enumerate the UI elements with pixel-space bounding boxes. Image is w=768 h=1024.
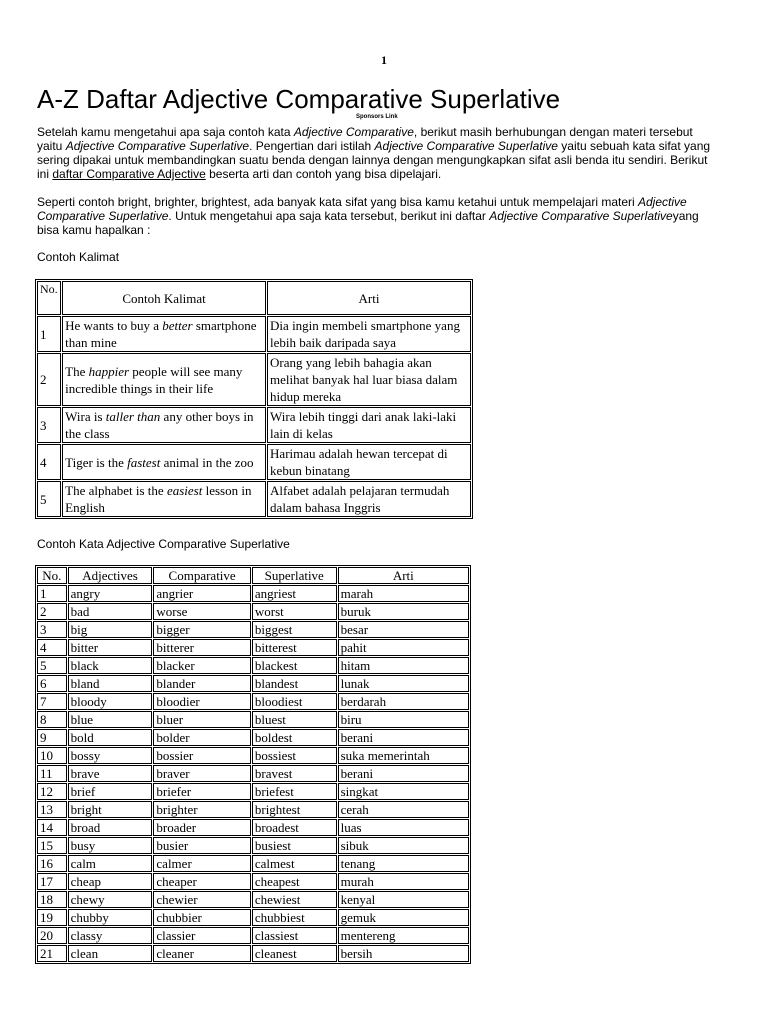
sentences-caption: Contoh Kalimat (37, 250, 120, 264)
cell-adjective: blue (68, 711, 153, 728)
header-no: No. (37, 567, 67, 584)
cell-no: 14 (37, 819, 67, 836)
second-text: . Untuk mengetahui apa saja kata tersebut, berikut ini daftar (168, 209, 490, 223)
sentence-text: people will see many incredible things in their life (65, 363, 243, 396)
cell-no: 5 (37, 657, 67, 674)
table-row (37, 891, 469, 908)
sentence-text: animal in the zoo (160, 454, 254, 470)
table-row (37, 927, 469, 944)
cell-adjective: bold (68, 729, 153, 746)
sentence-meaning: Alfabet adalah pelajaran termudah dalam bahasa Inggris (267, 481, 471, 517)
sentence-keyword: happier (88, 363, 130, 379)
cell-arti: sibuk (338, 837, 469, 854)
cell-comparative: bigger (153, 621, 250, 638)
cell-arti: kenyal (338, 891, 469, 908)
cell-adjective: chubby (68, 909, 153, 926)
cell-no: 17 (37, 873, 67, 890)
table-row (37, 675, 469, 692)
cell-arti: buruk (338, 603, 469, 620)
intro-term: Adjective Comparative Superlative (65, 139, 250, 153)
table-row (37, 873, 469, 890)
cell-comparative: braver (153, 765, 250, 782)
cell-comparative: broader (153, 819, 250, 836)
table-row (37, 819, 469, 836)
intro-text: yaitu sebuah kata sifat yang sering dipakai untuk membandingkan suatu benda dengan lainnya dengan mengungkapkan sifat asli benda itu sendiri. Berikut ini (37, 139, 711, 181)
intro-text: beserta arti dan contoh yang bisa dipelajari. (205, 167, 442, 181)
cell-no: 20 (37, 927, 67, 944)
cell-superlative: briefest (252, 783, 337, 800)
cell-arti: besar (338, 621, 469, 638)
cell-adjective: cheap (68, 873, 153, 890)
second-term: Adjective Comparative Superlative (489, 209, 673, 223)
cell-arti: hitam (338, 657, 469, 674)
header-superlative: Superlative (252, 567, 337, 584)
intro-term: Adjective Comparative (293, 125, 414, 139)
sentence-text: The alphabet is the (65, 483, 167, 498)
table-row (37, 693, 469, 710)
second-text: yang bisa kamu hapalkan : (37, 209, 699, 237)
cell-arti: luas (338, 819, 469, 836)
sponsors-link-label[interactable]: Sponsors Link (356, 114, 398, 120)
row-number: 3 (37, 407, 61, 443)
cell-no: 10 (37, 747, 67, 764)
table-row (37, 444, 471, 480)
cell-comparative: cleaner (153, 945, 250, 962)
cell-no: 15 (37, 837, 67, 854)
page-title: A-Z Daftar Adjective Comparative Superlative (37, 84, 561, 114)
header-arti: Arti (338, 567, 469, 584)
cell-adjective: clean (68, 945, 153, 962)
cell-adjective: busy (68, 837, 153, 854)
words-caption: Contoh Kata Adjective Comparative Superlative (37, 537, 290, 551)
cell-adjective: angry (68, 585, 153, 602)
cell-superlative: classiest (252, 927, 337, 944)
page-number: 1 (381, 53, 387, 67)
cell-adjective: bloody (68, 693, 153, 710)
cell-no: 9 (37, 729, 67, 746)
example-sentence (62, 481, 266, 517)
cell-no: 4 (37, 639, 67, 656)
cell-arti: pahit (338, 639, 469, 656)
sentence-keyword: easiest (166, 483, 203, 498)
table-header-row (37, 281, 471, 315)
table-row (37, 909, 469, 926)
cell-superlative: bossiest (252, 747, 337, 764)
table-row (37, 407, 471, 443)
cell-arti: cerah (338, 801, 469, 818)
cell-arti: berani (338, 765, 469, 782)
sentence-meaning: Orang yang lebih bahagia akan melihat banyak hal luar biasa dalam hidup mereka (267, 353, 471, 406)
cell-no: 3 (37, 621, 67, 638)
cell-superlative: blackest (252, 657, 337, 674)
row-number: 5 (37, 481, 61, 517)
cell-arti: mentereng (338, 927, 469, 944)
cell-no: 6 (37, 675, 67, 692)
sentence-meaning: Wira lebih tinggi dari anak laki-laki lain di kelas (267, 407, 471, 443)
cell-comparative: cheaper (153, 873, 250, 890)
row-number: 4 (37, 444, 61, 480)
cell-comparative: worse (153, 603, 250, 620)
example-sentence (62, 407, 266, 443)
cell-arti: murah (338, 873, 469, 890)
cell-arti: gemuk (338, 909, 469, 926)
intro-text: Setelah kamu mengetahui apa saja contoh kata (37, 125, 294, 139)
table-row (37, 657, 469, 674)
cell-superlative: bloodiest (252, 693, 337, 710)
cell-comparative: calmer (153, 855, 250, 872)
cell-no: 7 (37, 693, 67, 710)
cell-superlative: busiest (252, 837, 337, 854)
table-row (37, 801, 469, 818)
cell-adjective: broad (68, 819, 153, 836)
cell-superlative: chubbiest (252, 909, 337, 926)
cell-no: 8 (37, 711, 67, 728)
cell-comparative: chewier (153, 891, 250, 908)
cell-adjective: bossy (68, 747, 153, 764)
sentence-keyword: taller than (105, 409, 161, 424)
sentence-meaning: Dia ingin membeli smartphone yang lebih baik daripada saya (267, 316, 471, 352)
cell-comparative: brighter (153, 801, 250, 818)
sentence-text: any other boys in the class (65, 409, 254, 441)
table-row (37, 747, 469, 764)
second-text: Seperti contoh bright, brighter, brightest, ada banyak kata sifat yang bisa kamu ketahui untuk mempelajari materi (37, 195, 638, 209)
table-row (37, 711, 469, 728)
cell-arti: berani (338, 729, 469, 746)
table-row (37, 945, 469, 962)
sentence-meaning: Harimau adalah hewan tercepat di kebun binatang (267, 444, 471, 480)
cell-adjective: brief (68, 783, 153, 800)
cell-superlative: angriest (252, 585, 337, 602)
cell-comparative: blander (153, 675, 250, 692)
cell-adjective: calm (68, 855, 153, 872)
intro-paragraph (37, 125, 717, 181)
cell-comparative: briefer (153, 783, 250, 800)
example-sentences-table (35, 279, 473, 519)
cell-no: 21 (37, 945, 67, 962)
cell-arti: biru (338, 711, 469, 728)
row-number: 2 (37, 353, 61, 406)
cell-arti: singkat (338, 783, 469, 800)
cell-superlative: biggest (252, 621, 337, 638)
intro-term: Adjective Comparative Superlative (374, 139, 558, 153)
sentence-text: lesson in English (65, 483, 252, 515)
cell-no: 12 (37, 783, 67, 800)
example-sentence (62, 444, 266, 480)
sentence-text: Tiger is the (65, 454, 128, 470)
cell-superlative: blandest (252, 675, 337, 692)
cell-superlative: bravest (252, 765, 337, 782)
table-row (37, 729, 469, 746)
cell-comparative: busier (153, 837, 250, 854)
table-row (37, 783, 469, 800)
cell-adjective: bad (68, 603, 153, 620)
header-adjectives: Adjectives (68, 567, 153, 584)
intro-text: . Pengertian dari istilah (249, 139, 375, 153)
cell-superlative: brightest (252, 801, 337, 818)
comparative-adjective-link[interactable]: daftar Comparative Adjective (52, 167, 206, 181)
cell-adjective: bright (68, 801, 153, 818)
cell-superlative: bluest (252, 711, 337, 728)
table-row (37, 481, 471, 517)
sentence-text: Wira is (65, 409, 106, 424)
cell-arti: bersih (338, 945, 469, 962)
cell-arti: berdarah (338, 693, 469, 710)
intro-text: , berikut masih berhubungan dengan materi tersebut yaitu (37, 125, 693, 153)
example-sentence (62, 316, 266, 352)
cell-comparative: blacker (153, 657, 250, 674)
table-row (37, 316, 471, 352)
cell-adjective: big (68, 621, 153, 638)
sentence-text: smartphone than mine (65, 318, 257, 350)
table-row (37, 639, 469, 656)
cell-superlative: chewiest (252, 891, 337, 908)
cell-comparative: bloodier (153, 693, 250, 710)
cell-comparative: chubbier (153, 909, 250, 926)
cell-superlative: cheapest (252, 873, 337, 890)
cell-adjective: brave (68, 765, 153, 782)
cell-no: 11 (37, 765, 67, 782)
table-row (37, 353, 471, 406)
cell-no: 13 (37, 801, 67, 818)
sentence-keyword: fastest (127, 454, 161, 470)
table-row (37, 585, 469, 602)
table-row (37, 621, 469, 638)
header-no: No. (37, 281, 61, 315)
cell-comparative: classier (153, 927, 250, 944)
cell-adjective: bitter (68, 639, 153, 656)
cell-no: 18 (37, 891, 67, 908)
cell-arti: marah (338, 585, 469, 602)
cell-superlative: broadest (252, 819, 337, 836)
cell-arti: tenang (338, 855, 469, 872)
cell-arti: suka memerintah (338, 747, 469, 764)
cell-comparative: bossier (153, 747, 250, 764)
cell-superlative: boldest (252, 729, 337, 746)
cell-superlative: worst (252, 603, 337, 620)
second-paragraph (37, 195, 717, 237)
table-row (37, 603, 469, 620)
cell-adjective: chewy (68, 891, 153, 908)
header-sentence: Contoh Kalimat (62, 281, 266, 315)
cell-adjective: classy (68, 927, 153, 944)
sentence-text: He wants to buy a (65, 318, 163, 333)
sentence-keyword: better (162, 318, 193, 333)
table-row (37, 765, 469, 782)
adjective-words-table (35, 565, 471, 964)
cell-comparative: angrier (153, 585, 250, 602)
cell-no: 2 (37, 603, 67, 620)
cell-comparative: bluer (153, 711, 250, 728)
cell-no: 1 (37, 585, 67, 602)
table-row (37, 837, 469, 854)
example-sentence (62, 353, 266, 406)
cell-superlative: cleanest (252, 945, 337, 962)
row-number: 1 (37, 316, 61, 352)
sentence-text: The (65, 363, 89, 379)
cell-comparative: bitterer (153, 639, 250, 656)
cell-comparative: bolder (153, 729, 250, 746)
cell-arti: lunak (338, 675, 469, 692)
header-comparative: Comparative (153, 567, 250, 584)
cell-no: 16 (37, 855, 67, 872)
table-row (37, 855, 469, 872)
second-term: Adjective Comparative Superlative (37, 195, 687, 223)
cell-superlative: calmest (252, 855, 337, 872)
cell-superlative: bitterest (252, 639, 337, 656)
cell-no: 19 (37, 909, 67, 926)
cell-adjective: black (68, 657, 153, 674)
cell-adjective: bland (68, 675, 153, 692)
table-header-row (37, 567, 469, 584)
header-meaning: Arti (267, 281, 471, 315)
